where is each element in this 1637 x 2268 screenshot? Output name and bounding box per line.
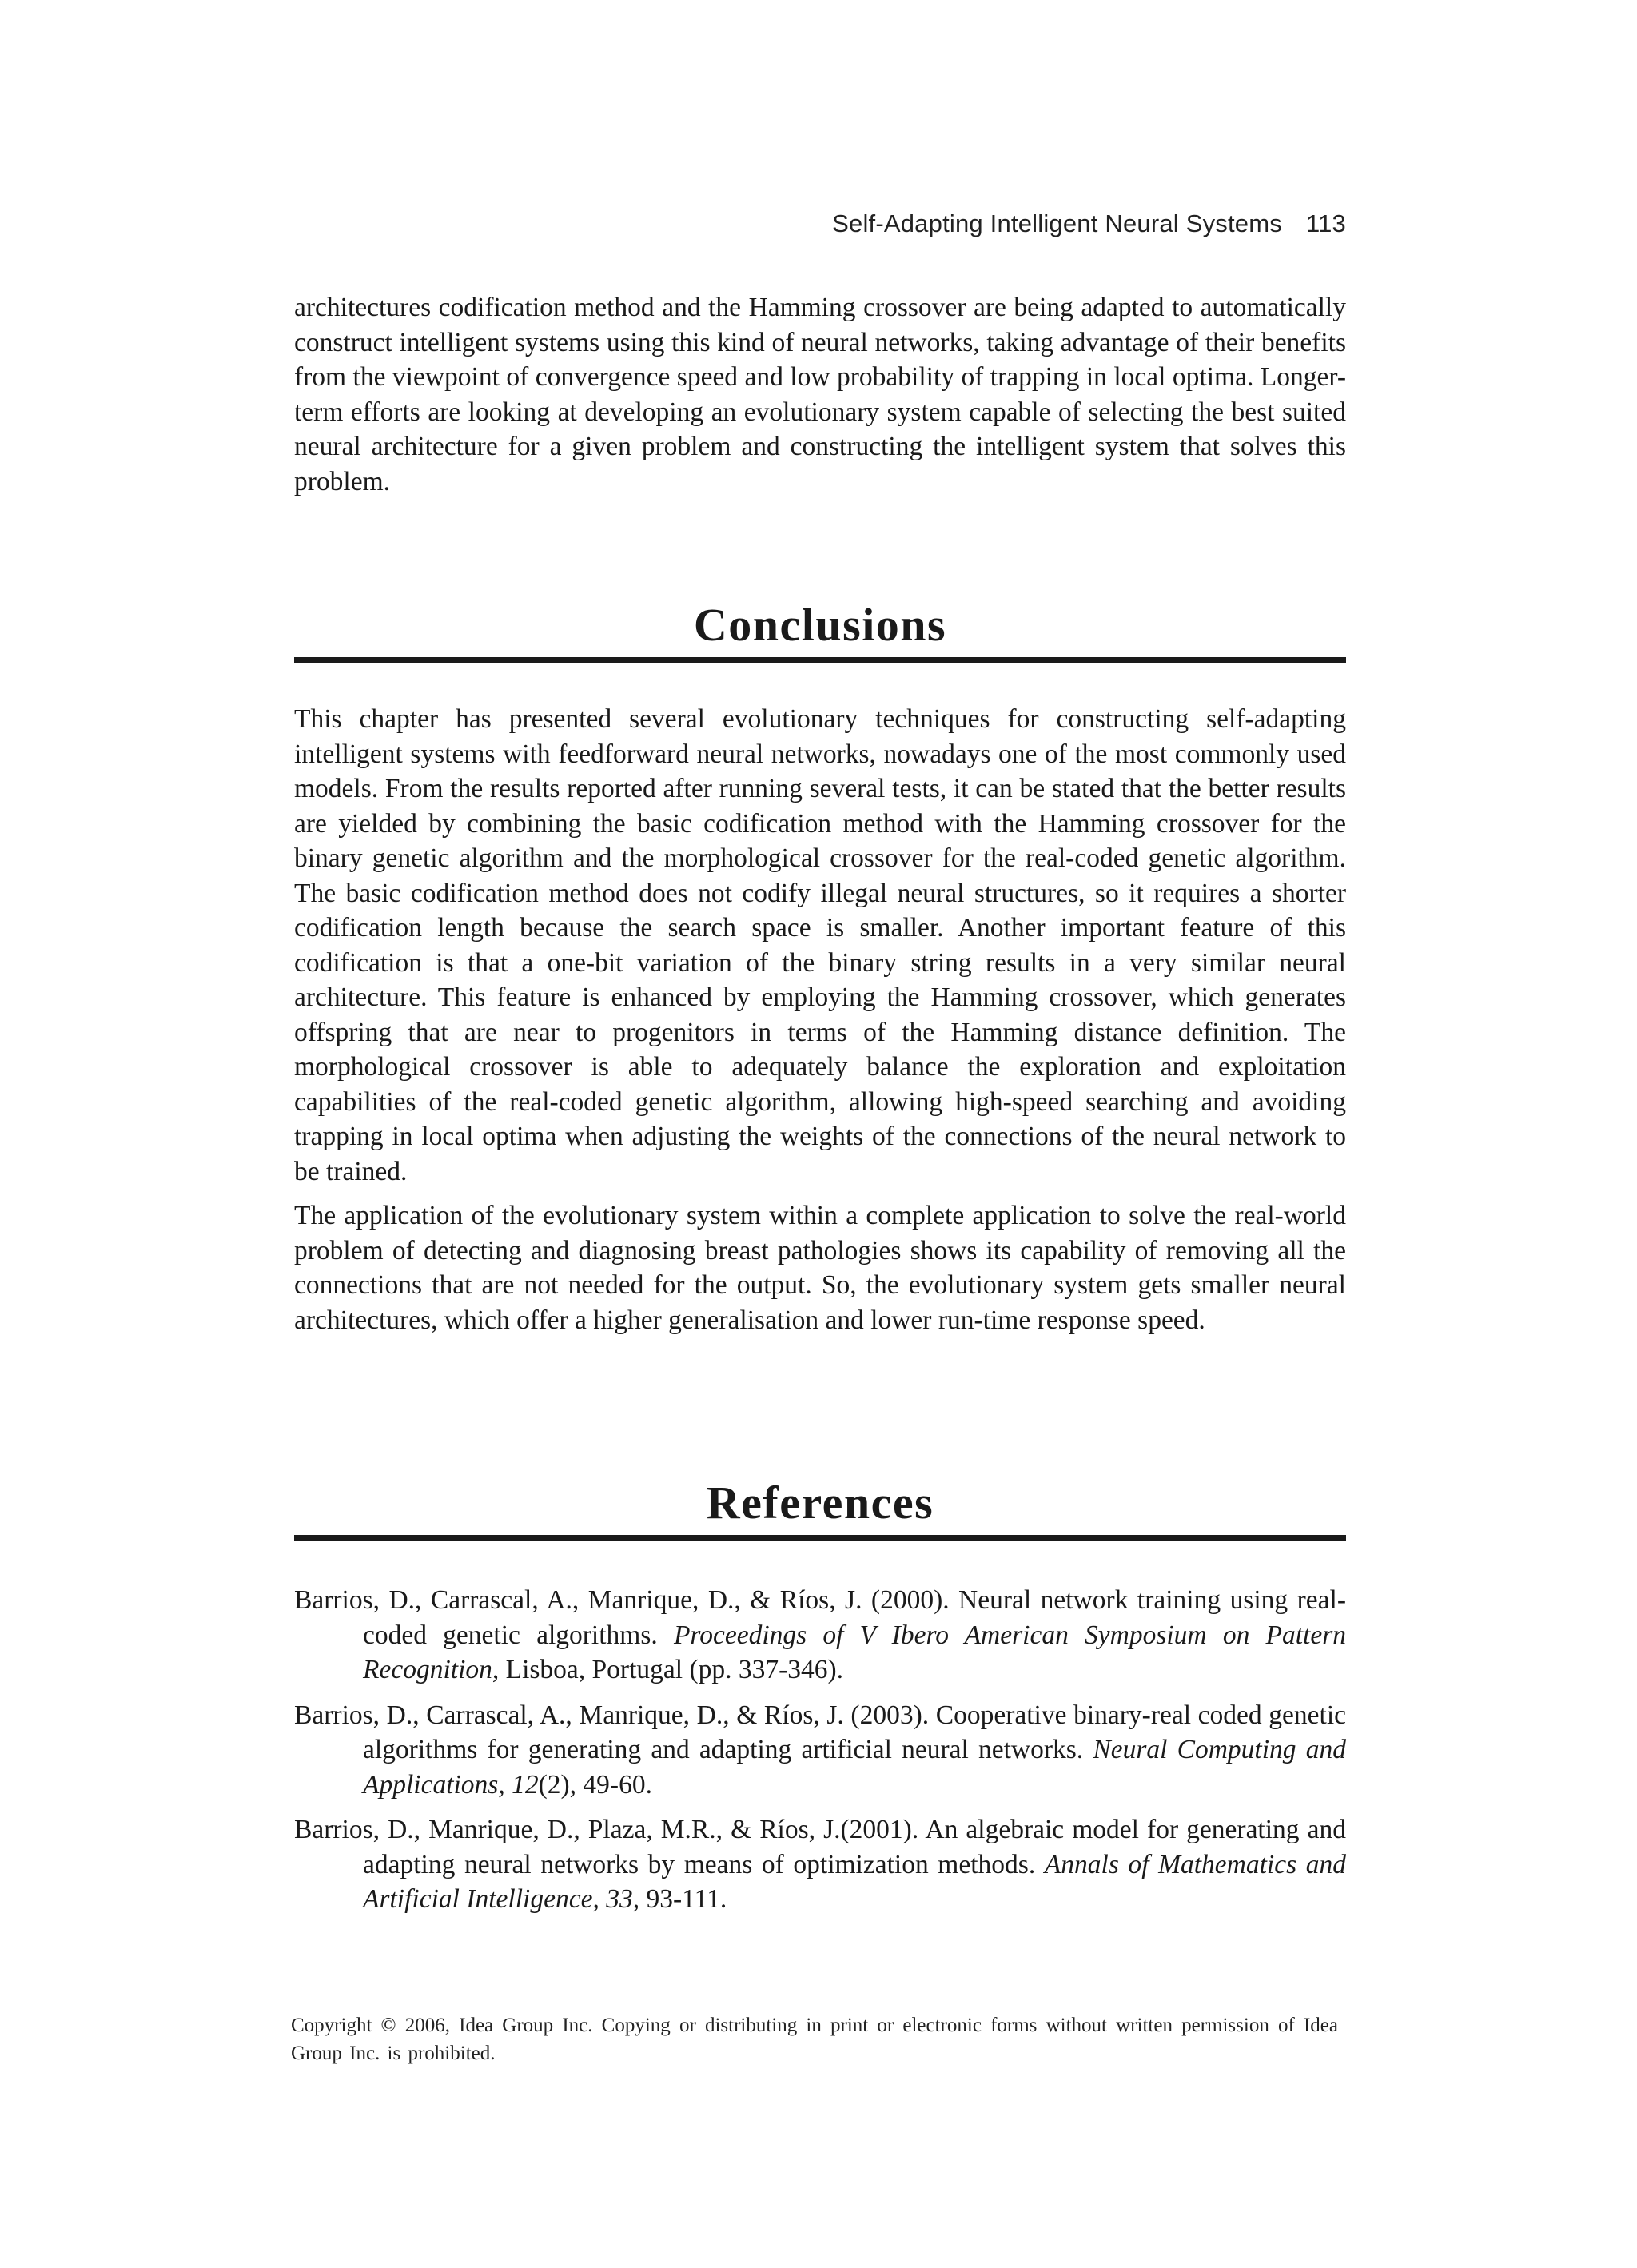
reference-venue: Proceedings of V Ibero American Symposium on Pattern Recognition,	[363, 1620, 1346, 1684]
reference-tail: 93-111.	[639, 1884, 727, 1914]
references-rule	[294, 1535, 1346, 1541]
reference-authors: Barrios, D., Manrique, D., Plaza, M.R., & Ríos, J.(2001). An algebraic model for generating and adapting neural networks by means of optimization methods.	[294, 1815, 1346, 1879]
reference-tail: (2), 49-60.	[538, 1769, 652, 1800]
reference-authors: Barrios, D., Carrascal, A., Manrique, D., & Ríos, J. (2000). Neural network training using real-coded genetic algorithms.	[294, 1585, 1346, 1650]
conclusions-section	[294, 702, 1346, 1337]
references-heading: References	[706, 1477, 934, 1529]
reference-item	[294, 1812, 1346, 1917]
running-header	[294, 209, 1346, 238]
reference-item	[294, 1583, 1346, 1688]
conclusions-paragraph: The application of the evolutionary system within a complete application to solve the real-world problem of detecting and diagnosing breast pathologies shows its capability of removing all the connections that are not needed for the output. So, the evolutionary system gets smaller neural architectures, which offer a higher generalisation and lower run-time response speed.	[294, 1201, 1346, 1335]
page-number: 113	[1305, 209, 1346, 237]
references-list	[294, 1583, 1346, 1927]
conclusions-paragraph: This chapter has presented several evolutionary techniques for constructing self-adapting intelligent systems with feedforward neural networks, nowadays one of the most commonly used models. From the results reported after running several tests, it can be stated that the better results are yielded by combining the basic codification method with the Hamming crossover for the binary genetic algorithm and the morphological crossover for the real-coded genetic algorithm. The basic codification method does not codify illegal neural structures, so it requires a shorter codification length because the search space is smaller. Another important feature of this codification is that a one-bit variation of the binary string results in a very similar neural architecture. This feature is enhanced by employing the Hamming crossover, which generates offspring that are near to progenitors in terms of the Hamming distance definition. The morphological crossover is able to adequately balance the exploration and exploitation capabilities of the real-coded genetic algorithm, allowing high-speed searching and avoiding trapping in local optima when adjusting the weights of the connections of the neural network to be trained.	[294, 704, 1346, 1186]
intro-section	[294, 290, 1346, 499]
conclusions-heading: Conclusions	[693, 599, 947, 651]
reference-item	[294, 1698, 1346, 1803]
running-title: Self-Adapting Intelligent Neural Systems	[832, 209, 1282, 237]
reference-authors: Barrios, D., Carrascal, A., Manrique, D., & Ríos, J. (2003). Cooperative binary-real coded genetic algorithms for generating and adapting artificial neural networks.	[294, 1700, 1346, 1764]
copyright-notice: Copyright © 2006, Idea Group Inc. Copying or distributing in print or electronic forms without written permission of Idea Group Inc. is prohibited.	[291, 2015, 1338, 2064]
intro-paragraph: architectures codification method and the Hamming crossover are being adapted to automatically construct intelligent systems using this kind of neural networks, taking advantage of their benefits from the viewpoint of convergence speed and low probability of trapping in local optima. Longer-term efforts are looking at developing an evolutionary system capable of selecting the best suited neural architecture for a given problem and constructing the intelligent system that solves this problem.	[294, 293, 1346, 496]
reference-venue: Neural Computing and Applications, 12	[363, 1735, 1346, 1800]
reference-venue: Annals of Mathematics and Artificial Intelligence, 33,	[363, 1849, 1346, 1914]
conclusions-rule	[294, 657, 1346, 663]
reference-tail: Lisboa, Portugal (pp. 337-346).	[499, 1655, 844, 1684]
